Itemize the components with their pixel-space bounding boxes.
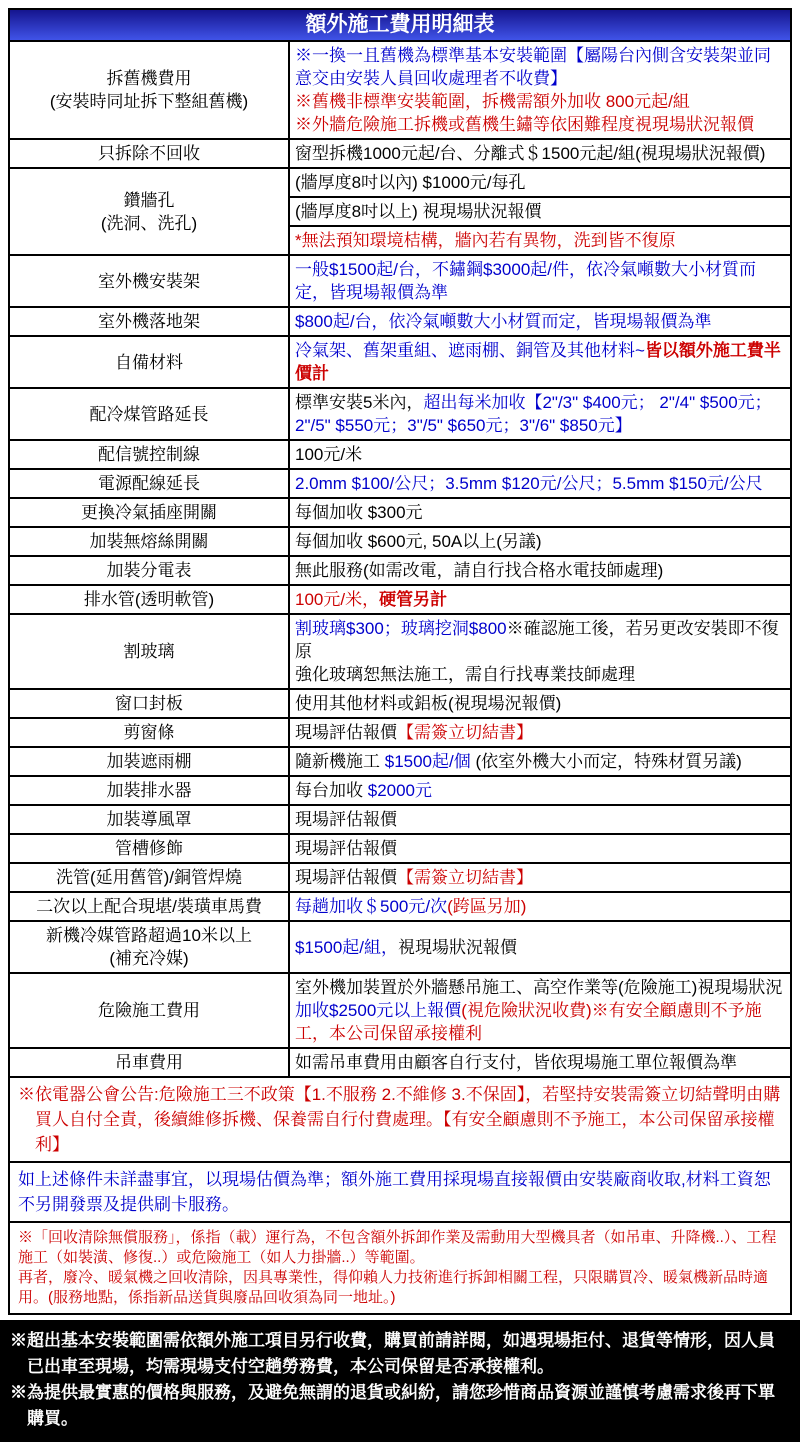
row-value-line (295, 721, 785, 744)
row-value (289, 498, 790, 527)
row-label (10, 307, 289, 336)
row-value-line (295, 472, 785, 495)
text-segment: 冷氣架、舊架重組、遮雨棚、銅管及其他材料~ (295, 341, 645, 360)
row-label (10, 689, 289, 718)
row-value (289, 776, 790, 805)
row-value (289, 973, 790, 1048)
row-value (289, 307, 790, 336)
page-title: 額外施工費用明細表 (10, 10, 790, 42)
row-label-line: 危險施工費用 (98, 1001, 200, 1020)
row-value-line (295, 142, 785, 165)
notice-recycling-service (10, 1221, 790, 1313)
row-label-line: 鑽牆孔 (123, 190, 175, 210)
row-label-line: (安裝時同址拆下整組舊機) (49, 92, 249, 111)
row-value-line (295, 339, 785, 385)
row-label-line: 割玻璃 (123, 642, 175, 661)
row-label-line: 排水管(透明軟管) (83, 590, 215, 609)
row-value (289, 440, 790, 469)
row-label (10, 498, 289, 527)
row-label-line: 加裝導風罩 (106, 810, 192, 829)
row-label-line: 新機冷媒管路超過10米以上 (46, 926, 252, 945)
text-segment: 【需簽立切結書】 (397, 723, 533, 742)
text-segment: 視現場狀況報價 (398, 937, 517, 957)
text-segment: (視危險狀況收費)※有安全顧慮則不予施工，本公司保留承接權利 (295, 1001, 762, 1043)
table-row (10, 498, 790, 527)
table-row (10, 689, 790, 718)
row-label (10, 42, 289, 139)
row-label (10, 921, 289, 973)
row-value-line (295, 44, 785, 90)
table-row (10, 139, 790, 168)
row-label-line: 室外機落地架 (98, 312, 200, 331)
row-value (289, 585, 790, 614)
row-label (10, 614, 289, 689)
text-segment: (跨區另加) (447, 897, 527, 916)
row-label-line: 電源配線延長 (98, 474, 200, 493)
table-row (10, 718, 790, 747)
text-segment: (牆厚度8吋以內) $1000元/每孔 (295, 173, 526, 192)
table-row (10, 1048, 790, 1076)
row-label-line: 洗管(延用舊管)/銅管焊燒 (55, 868, 243, 887)
row-value (289, 139, 790, 168)
row-label (10, 973, 289, 1048)
table-row (10, 168, 790, 197)
row-value (289, 226, 790, 255)
text-segment: 使用其他材料或鋁板(視現場況報價) (295, 694, 562, 713)
table-row (10, 805, 790, 834)
text-segment: 一般$1500起/台，不鏽鋼$3000起/件，依冷氣噸數大小材質而定，皆現場報價為準 (295, 260, 756, 302)
row-label-line: 加裝排水器 (106, 781, 192, 800)
text-segment: 2.0mm $100/公尺；3.5mm $120元/公尺；5.5mm $150元/公尺 (295, 474, 763, 493)
row-value-line (295, 391, 785, 437)
row-value-line (295, 1051, 785, 1074)
row-value-line (295, 113, 785, 136)
row-label-line: 自備材料 (115, 352, 183, 372)
row-value (289, 747, 790, 776)
notice-paragraph: ※依電器公會公告:危險施工三不政策【1.不服務 2.不維修 3.不保固】，若堅持安裝需簽立切結聲明由購買人自付全責，後續維修拆機、保養需自行付費處理。【有安全顧慮則不予施工，本公司保留承接權利】 (18, 1085, 781, 1154)
text-segment: 標準安裝5米內， (295, 393, 424, 412)
row-label-line: 配信號控制線 (98, 445, 200, 464)
row-label (10, 863, 289, 892)
row-value-line (295, 837, 785, 860)
fee-table (10, 42, 790, 1076)
text-segment: 強化玻璃恕無法施工，需自行找專業技師處理 (295, 665, 635, 684)
text-segment: 100元/米， (295, 590, 380, 609)
row-value (289, 168, 790, 197)
text-segment: 現場評估報價 (295, 723, 397, 742)
text-segment: ※一換一且舊機為標準基本安裝範圍【屬陽台內側含安裝架並同意交由安裝人員回收處理者不收費】 (295, 46, 771, 88)
table-row (10, 834, 790, 863)
row-value-line (295, 200, 785, 223)
row-label (10, 892, 289, 921)
row-label (10, 1048, 289, 1076)
row-value-line (295, 866, 785, 889)
row-value (289, 255, 790, 307)
table-row (10, 440, 790, 469)
row-value (289, 614, 790, 689)
row-value-line (295, 750, 785, 773)
table-row (10, 614, 790, 689)
table-row (10, 255, 790, 307)
text-segment: 室外機加裝置於外牆懸吊施工、高空作業等(危險施工)視現場狀況 (295, 978, 783, 997)
row-value (289, 834, 790, 863)
row-value-line (295, 310, 785, 333)
row-label (10, 139, 289, 168)
row-value (289, 527, 790, 556)
row-value-line (295, 808, 785, 831)
row-value (289, 921, 790, 973)
text-segment: 隨新機施工 (295, 752, 385, 771)
text-segment: 窗型拆機1000元起/台、分離式＄1500元起/組(視現場狀況報價) (295, 144, 766, 163)
row-label-line: 管槽修飾 (115, 839, 183, 858)
row-label-line: 加裝無熔絲開關 (89, 532, 209, 551)
text-segment: 加收$2500元以上報價 (295, 1001, 462, 1020)
fee-table-body (10, 42, 790, 1076)
row-value-line (295, 895, 785, 918)
row-value-line (295, 443, 785, 466)
text-segment: 無此服務(如需改電，請自行找合格水電技師處理) (295, 561, 664, 580)
text-segment: $1500起/組， (295, 937, 398, 957)
row-value-line (295, 692, 785, 715)
text-segment: ※確認施工後，若另更改安裝即不復原 (295, 619, 779, 661)
row-label-line: 窗口封板 (115, 694, 183, 713)
table-row (10, 336, 790, 388)
row-value-line (295, 936, 785, 959)
text-segment: *無法預知環境桔構，牆內若有異物，洗到皆不復原 (295, 231, 676, 250)
text-segment: 【需簽立切結書】 (397, 868, 533, 887)
text-segment: $1500起/個 (384, 752, 471, 771)
row-label (10, 718, 289, 747)
text-segment: ※舊機非標準安裝範圍，拆機需額外加收 800元起/組 (295, 92, 690, 111)
row-label (10, 556, 289, 585)
notice-paragraph: ※「回收清除無償服務」，係指（載）運行為，不包含額外拆卸作業及需動用大型機具者（如吊車、升降機..）、工程施工（如裝潢、修復..）或危險施工（如人力掛牆..）等範圍。 (18, 1229, 777, 1266)
row-value (289, 863, 790, 892)
text-segment: 割玻璃$300；玻璃挖洞$800 (295, 619, 507, 638)
row-label (10, 336, 289, 388)
row-label-line: (洗洞、洗孔) (100, 213, 198, 233)
table-row (10, 307, 790, 336)
notice-dangerous-construction-policy (10, 1076, 790, 1161)
row-label-line: 拆舊機費用 (106, 69, 192, 88)
row-value-line (295, 559, 785, 582)
row-label-line: (補充冷媒) (109, 949, 189, 968)
notice-paragraph: 如上述條件未詳盡事宜，以現場估價為準；額外施工費用採現場直接報價由安裝廠商收取,材料工資恕不另開發票及提供刷卡服務。 (18, 1170, 771, 1214)
text-segment: 每個加收 $600元, 50A以上(另議) (295, 532, 542, 551)
table-row (10, 747, 790, 776)
row-value-line (295, 976, 785, 1045)
table-row (10, 42, 790, 139)
table-row (10, 892, 790, 921)
notices-section (10, 1076, 790, 1313)
table-row (10, 556, 790, 585)
notice-paragraph: 再者，廢冷、暖氣機之回收清除，因具專業性，得仰賴人力技術進行拆卸相關工程，只限購買冷、暖氣機新品時適用。(服務地點，係指新品送貨與廢品回收須為同一地址。) (18, 1269, 769, 1306)
footer-paragraph: ※為提供最實惠的價格與服務，及避免無謂的退貨或糾紛，請您珍惜商品資源並謹慎考慮需求後再下單購買。 (10, 1383, 775, 1428)
row-label (10, 527, 289, 556)
text-segment: 每台加收 (295, 781, 368, 800)
text-segment: 如需吊車費用由顧客自行支付，皆依現場施工單位報價為準 (295, 1053, 737, 1072)
row-label-line: 加裝遮雨棚 (106, 752, 192, 771)
row-value (289, 197, 790, 226)
text-segment: 現場評估報價 (295, 810, 397, 829)
row-label (10, 388, 289, 440)
row-value (289, 336, 790, 388)
row-label (10, 255, 289, 307)
row-value (289, 42, 790, 139)
row-label (10, 440, 289, 469)
row-value (289, 805, 790, 834)
row-value (289, 469, 790, 498)
footer-paragraph: ※超出基本安裝範圍需依額外施工項目另行收費，購買前請詳閱，如遇現場拒付、退貨等情形，因人員已出車至現場，均需現場支付空趟勞務費，本公司保留是否承接權利。 (10, 1331, 775, 1376)
text-segment: 現場評估報價 (295, 868, 397, 887)
text-segment: 100元/米 (295, 445, 363, 464)
table-row (10, 585, 790, 614)
row-value (289, 1048, 790, 1076)
fee-table-sheet (8, 8, 792, 1315)
row-label-line: 室外機安裝架 (98, 271, 200, 291)
text-segment: 皆以額外施工費半價計 (295, 341, 781, 383)
row-value (289, 689, 790, 718)
row-label-line: 加裝分電表 (106, 561, 192, 580)
table-row (10, 776, 790, 805)
row-label-line: 吊車費用 (115, 1053, 183, 1072)
text-segment: $800起/台，依冷氣噸數大小材質而定，皆現場報價為準 (295, 312, 712, 331)
notice-onsite-quote (10, 1161, 790, 1221)
row-value-line (295, 229, 785, 252)
text-segment: 硬管另計 (379, 590, 448, 609)
row-value-line (295, 530, 785, 553)
row-value-line (295, 90, 785, 113)
row-value (289, 388, 790, 440)
row-label-line: 只拆除不回收 (98, 144, 200, 163)
row-value-line (295, 663, 785, 686)
table-row (10, 527, 790, 556)
row-label (10, 585, 289, 614)
purchase-notice-footer (0, 1320, 800, 1442)
text-segment: 現場評估報價 (295, 839, 397, 858)
text-segment: $2000元 (367, 781, 433, 800)
row-label (10, 834, 289, 863)
row-value-line (295, 617, 785, 663)
row-label (10, 805, 289, 834)
row-label (10, 469, 289, 498)
text-segment: 每個加收 $300元 (295, 503, 423, 522)
row-label (10, 168, 289, 255)
table-row (10, 469, 790, 498)
row-value (289, 718, 790, 747)
row-label-line: 配冷煤管路延長 (89, 404, 209, 424)
row-label-line: 剪窗條 (123, 723, 175, 742)
row-value (289, 556, 790, 585)
text-segment: (牆厚度8吋以上) 視現場狀況報價 (295, 202, 542, 221)
table-row (10, 973, 790, 1048)
row-value-line (295, 779, 785, 802)
row-label-line: 二次以上配合現堪/裝璜車馬費 (36, 897, 262, 916)
row-value-line (295, 171, 785, 194)
table-row (10, 921, 790, 973)
row-label (10, 776, 289, 805)
row-value-line (295, 501, 785, 524)
table-row (10, 388, 790, 440)
table-row (10, 863, 790, 892)
row-value (289, 892, 790, 921)
text-segment: ※外牆危險施工拆機或舊機生鏽等依困難程度視現場狀況報價 (295, 115, 754, 134)
text-segment: (依室外機大小而定，特殊材質另議) (470, 752, 742, 771)
text-segment: 每趟加收＄500元/次 (295, 897, 448, 916)
row-value-line (295, 588, 785, 611)
row-label-line: 更換冷氣插座開關 (81, 503, 217, 522)
row-value-line (295, 258, 785, 304)
row-label (10, 747, 289, 776)
text-segment: 超出每米加收【2"/3" $400元； 2"/4" $500元；2"/5" $550元；3"/5" $650元；3"/6" $850元】 (295, 393, 772, 435)
